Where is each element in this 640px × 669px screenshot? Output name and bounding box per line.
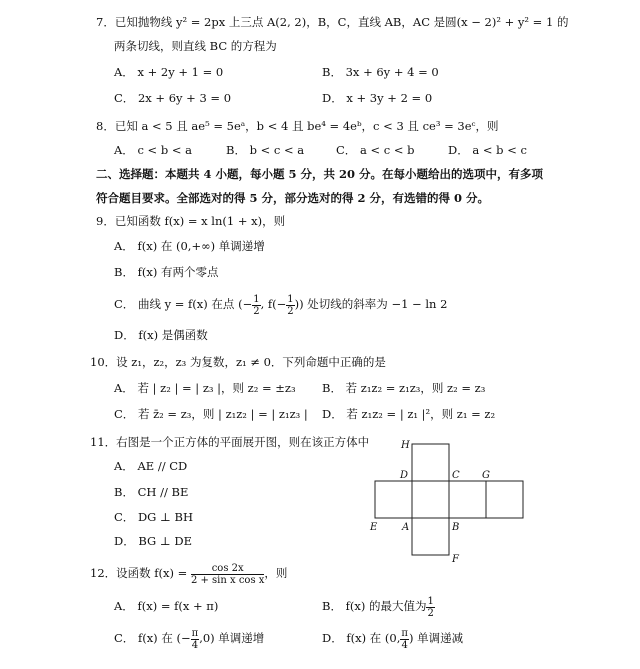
q7-stem-line2: 两条切线，则直线 BC 的方程为 — [114, 39, 277, 53]
q7-option-d: D． x + 3y + 2 = 0 — [322, 91, 433, 105]
q12-option-b: B． f(x) 的最大值为 $\frac{1}{2}$ — [322, 595, 434, 619]
q7-option-c: C． 2x + 6y + 3 = 0 — [114, 91, 232, 105]
q11-stem: 11．右图是一个正方体的平面展开图，则在该正方体中 — [90, 435, 370, 449]
label-d: D — [400, 470, 409, 481]
q7-option-b: B． 3x + 6y + 4 = 0 — [322, 65, 439, 79]
q10-option-a: A． 若 | z₂ | = | z₃ |，则 z₂ = ±z₃ — [114, 381, 296, 395]
q9-c-fraction-1: $\frac{1}{2}$ — [253, 293, 260, 317]
label-h: H — [401, 440, 410, 451]
q12-c-fraction: $\frac{\pi}{4}$ — [191, 627, 199, 651]
q12-b-fraction: $\frac{1}{2}$ — [427, 595, 434, 619]
label-a: A — [402, 522, 410, 533]
q10-option-d: D． 若 z₁z₂ = | z₁ |²，则 z₁ = z₂ — [322, 407, 496, 421]
q9-c-fraction-2: $\frac{1}{2}$ — [287, 293, 294, 317]
section2-instructions-line2: 符合题目要求。全部选对的得 5 分，部分选对的得 2 分，有选错的得 0 分。 — [96, 191, 490, 205]
net-face-top — [412, 444, 449, 481]
net-face-far-right — [486, 481, 523, 518]
q9-option-a: A． f(x) 在 (0,+∞) 单调递增 — [114, 239, 265, 253]
q12-option-d: D． f(x) 在 (0, $\frac{\pi}{4}$ ) 单调递减 — [322, 627, 464, 651]
q11-option-b: B． CH // BE — [114, 485, 189, 499]
q12-stem: 12．设函数 f(x) = $\frac{\cos 2x}{\text{2 + sin x cos x}}$ ，则 — [90, 562, 288, 586]
q12-option-c: C． f(x) 在 (− $\frac{\pi}{4}$ ,0) 单调递增 — [114, 627, 265, 651]
net-face-left — [375, 481, 412, 518]
net-face-right — [449, 481, 486, 518]
q12-d-fraction: $\frac{\pi}{4}$ — [401, 627, 408, 651]
net-face-bottom — [412, 518, 449, 555]
section2-instructions-line1: 二、选择题：本题共 4 小题，每小题 5 分，共 20 分。在每小题给出的选项中，有多项 — [96, 167, 544, 181]
q8-option-a: A． c < b < a — [114, 143, 193, 157]
label-b: B — [452, 522, 460, 533]
net-face-center — [412, 481, 449, 518]
q12-stem-fraction: $\frac{\cos 2x}{\text{2 + sin x cos x}}$ — [190, 562, 265, 586]
q11-option-a: A． AE // CD — [114, 459, 188, 473]
q9-stem: 9．已知函数 f(x) = x ln(1 + x)，则 — [96, 214, 286, 228]
q8-option-b: B． b < c < a — [226, 143, 305, 157]
q9-option-b: B． f(x) 有两个零点 — [114, 265, 219, 279]
cube-net-diagram — [362, 436, 532, 566]
q8-stem: 8．已知 a < 5 且 ae⁵ = 5eᵃ，b < 4 且 be⁴ = 4eᵇ，c < 3 且 ce³ = 3eᶜ，则 — [96, 119, 499, 133]
label-c: C — [452, 470, 460, 481]
q9-option-d: D． f(x) 是偶函数 — [114, 328, 208, 342]
label-e: E — [370, 522, 378, 533]
q7-option-a: A． x + 2y + 1 = 0 — [114, 65, 224, 79]
q9-option-c: C． 曲线 y = f(x) 在点 (− $\frac{1}{2}$ , f(− $\frac{1}{2}$ )) 处切线的斜率为 −1 − ln 2 — [114, 293, 448, 317]
q11-option-d: D． BG ⊥ DE — [114, 534, 192, 548]
q10-stem: 10．设 z₁，z₂，z₃ 为复数，z₁ ≠ 0．下列命题中正确的是 — [90, 355, 386, 369]
q10-option-c: C． 若 z̄₂ = z₃，则 | z₁z₂ | = | z₁z₃ | — [114, 407, 308, 421]
q8-option-d: D． a < b < c — [448, 143, 527, 157]
q12-option-a: A． f(x) = f(x + π) — [114, 599, 219, 613]
label-g: G — [482, 470, 490, 481]
q11-option-c: C． DG ⊥ BH — [114, 510, 193, 524]
q10-option-b: B． 若 z₁z₂ = z₁z₃，则 z₂ = z₃ — [322, 381, 486, 395]
q7-stem: 7．已知抛物线 y² = 2px 上三点 A(2, 2)，B，C，直线 AB，AC 是圆(x − 2)² + y² = 1 的 — [96, 15, 569, 29]
label-f: F — [452, 554, 459, 565]
q8-option-c: C． a < c < b — [336, 143, 415, 157]
